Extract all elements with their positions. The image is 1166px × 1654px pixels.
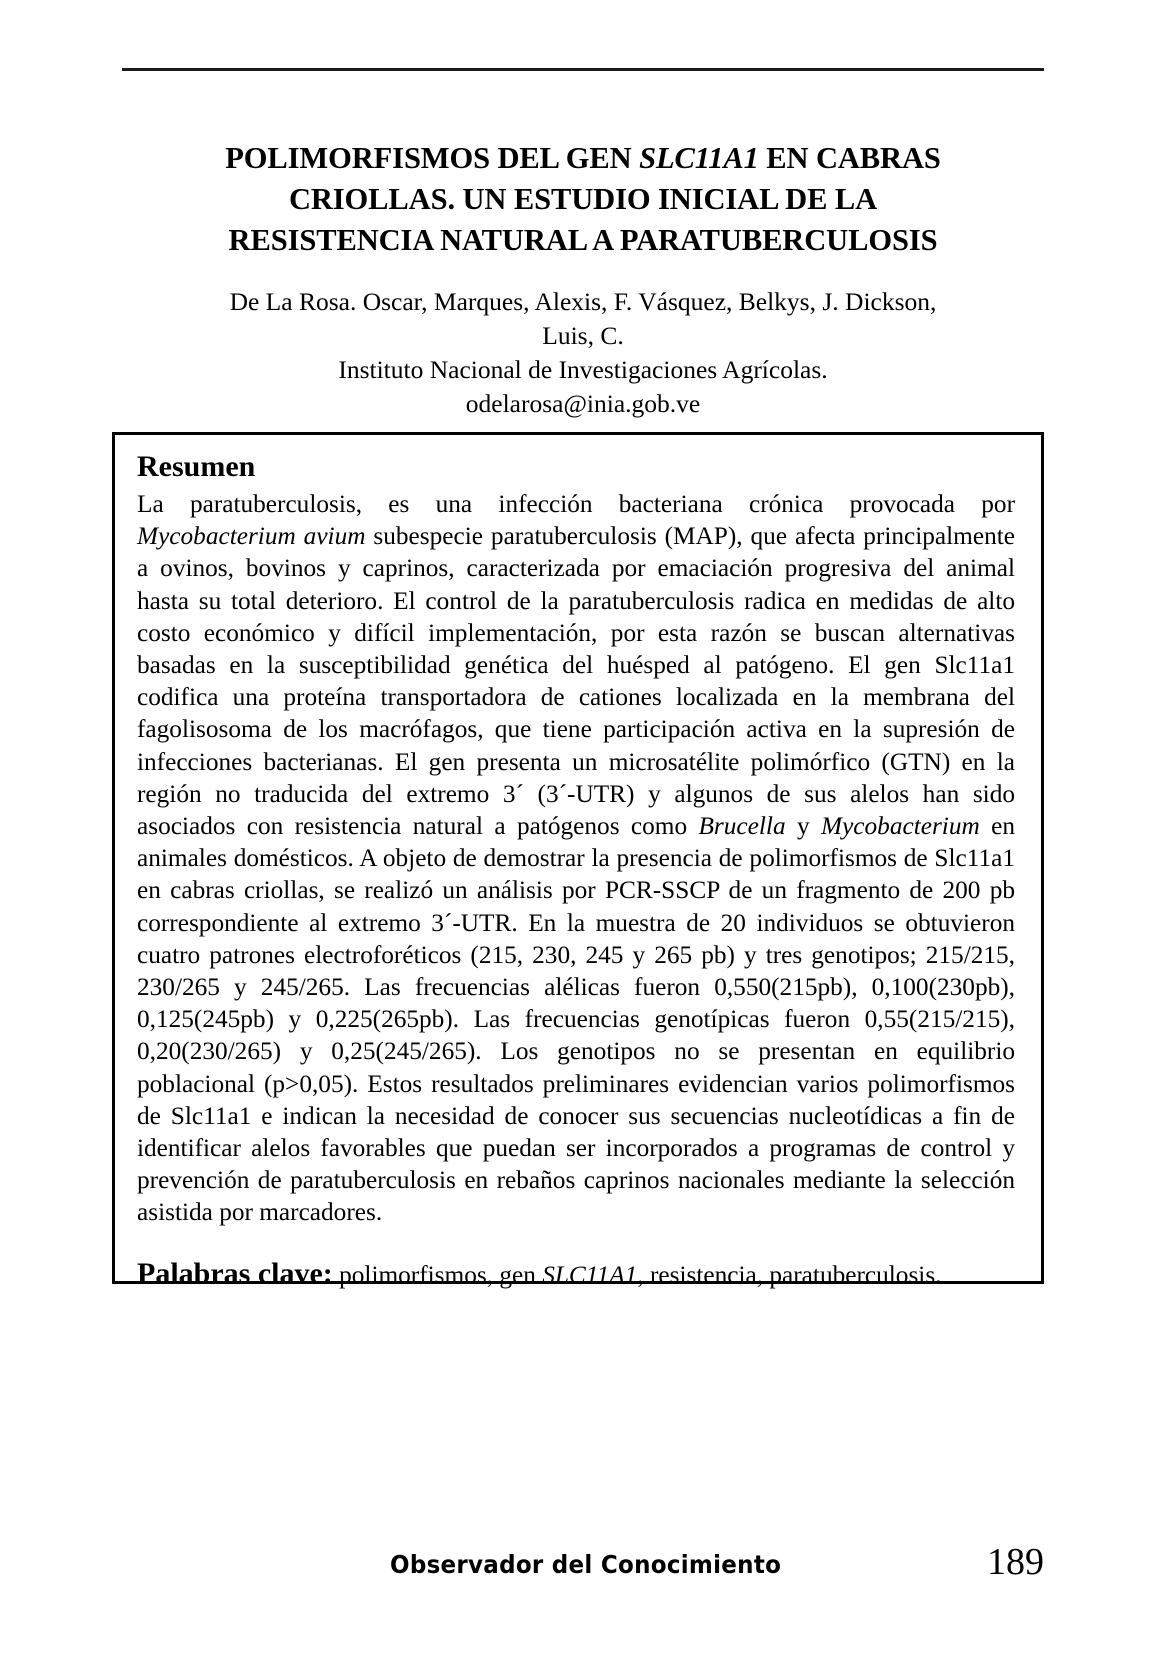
author-names-line-1: De La Rosa. Oscar, Marques, Alexis, F. Vásquez, Belkys, J. Dickson,	[229, 287, 937, 316]
abstract-segment-2: subespecie paratuberculosis (MAP), que afecta principalmente a ovinos, bovinos y caprinos, caracterizada por emaciación progresiva del animal hasta su total deterioro. El control de la paratuberculosis radica en medidas de alto costo económico y difícil implementación, por esta razón se buscan alternativas basadas en la susceptibilidad genética del huésped al patógeno. El gen Slc11a1 codifica una proteína transportadora de cationes localizada en la membrana del fagolisosoma de los macrófagos, que tiene participación activa en la supresión de infecciones bacterianas. El gen presenta un microsatélite polimórfico (GTN) en la región no traducida del extremo 3´ (3´-UTR) y algunos de sus alelos han sido asociados con resistencia natural a patógenos como	[137, 522, 1015, 841]
abstract-segment-4: en animales domésticos. A objeto de demostrar la presencia de polimorfismos de Slc11a1 en cabras criollas, se realizó un análisis por PCR-SSCP de un fragmento de 200 pb correspondiente al extremo 3´-UTR. En la muestra de 20 individuos se obtuvieron cuatro patrones electroforéticos (215, 230, 245 y 265 pb) y tres genotipos; 215/215, 230/265 y 245/265. Las frecuencias alélicas fueron 0,550(215pb), 0,100(230pb), 0,125(245pb) y 0,225(265pb). Las frecuencias genotípicas fueron 0,55(215/215), 0,20(230/265) y 0,25(245/265). Los genotipos no se presentan en equilibrio poblacional (p>0,05). Estos resultados preliminares evidencian varios polimorfismos de Slc11a1 e indican la necesidad de conocer sus secuencias nucleotídicas a fin de identificar alelos favorables que puedan ser incorporados a programas de control y prevención de paratuberculosis en rebaños caprinos nacionales mediante la selección asistida por marcadores.	[137, 812, 1016, 1227]
author-block	[140, 285, 1026, 421]
footer-journal-name: Observador del Conocimiento	[390, 1550, 782, 1579]
title-gene-italic: SLC11A1	[639, 141, 759, 175]
keywords-gene-italic: SLC11A1	[542, 1260, 638, 1289]
abstract-genus-mycobacterium: Mycobacterium	[821, 812, 980, 841]
title-line-1	[150, 138, 1016, 179]
keywords-line	[137, 1258, 1015, 1291]
author-names-line-2: Luis, C.	[542, 321, 624, 350]
abstract-body	[137, 488, 1015, 1229]
author-affiliation: Instituto Nacional de Investigaciones Agrícolas.	[338, 355, 828, 384]
keywords-pre: polimorfismos, gen	[332, 1260, 543, 1289]
author-email[interactable]: odelarosa@inia.gob.ve	[465, 389, 701, 418]
header-rule	[122, 68, 1044, 71]
title-text-post: EN CABRAS	[758, 141, 941, 175]
page-title	[150, 138, 1016, 261]
footer-page-number: 189	[987, 1541, 1044, 1583]
abstract-heading: Resumen	[137, 450, 256, 483]
page-footer	[0, 1541, 1166, 1600]
title-text-pre: POLIMORFISMOS DEL GEN	[225, 141, 640, 175]
title-line-2: CRIOLLAS. UN ESTUDIO INICIAL DE LA	[288, 182, 878, 216]
keywords-label: Palabras clave:	[137, 1256, 333, 1290]
title-line-3: RESISTENCIA NATURAL A PARATUBERCULOSIS	[228, 223, 938, 257]
keywords-post: , resistencia, paratuberculosis.	[637, 1260, 942, 1289]
abstract-box	[112, 432, 1044, 1290]
abstract-species-mycobacterium-avium: Mycobacterium avium	[137, 522, 366, 551]
abstract-segment-3: y	[785, 812, 821, 841]
abstract-genus-brucella: Brucella	[698, 812, 786, 841]
abstract-segment-1: La paratuberculosis, es una infección bacteriana crónica provocada por	[137, 490, 1015, 518]
